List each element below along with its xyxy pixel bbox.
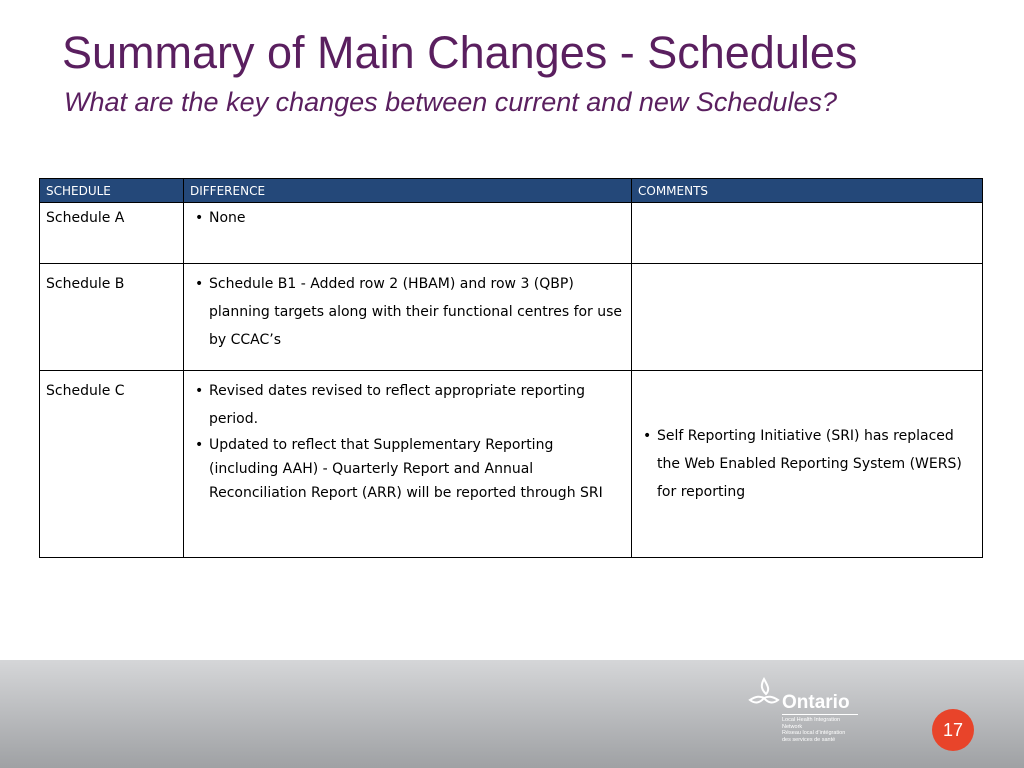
slide-subtitle: What are the key changes between current and new Schedules?: [64, 87, 837, 117]
header-schedule: SCHEDULE: [40, 179, 184, 203]
schedule-cell: Schedule C: [40, 371, 184, 558]
logo-line-1: Local Health Integration: [782, 717, 841, 723]
logo-line-2: Network: [782, 723, 803, 730]
comments-cell: [632, 371, 983, 558]
slide-title: Summary of Main Changes - Schedules: [62, 27, 858, 78]
difference-cell: [184, 264, 632, 371]
table-row: [40, 371, 983, 558]
header-comments: COMMENTS: [632, 179, 983, 203]
schedule-cell: Schedule A: [40, 203, 184, 264]
comments-cell: [632, 264, 983, 371]
schedule-cell: Schedule B: [40, 264, 184, 371]
logo-line-4: des services de santé: [782, 736, 836, 743]
comments-cell: [632, 203, 983, 264]
difference-item: • Revised dates revised to reflect appropriate reporting period.: [209, 377, 625, 433]
table-row: [40, 264, 983, 371]
schedule-changes-table: [39, 178, 983, 558]
trillium-icon: [746, 676, 782, 712]
page-number-badge: 17: [932, 709, 974, 751]
footer-band: [0, 660, 1024, 768]
table-header-row: [40, 179, 983, 203]
table-row: [40, 203, 983, 264]
logo-text: [782, 717, 872, 743]
logo-name: Ontario: [782, 692, 850, 713]
header-difference: DIFFERENCE: [184, 179, 632, 203]
difference-cell: [184, 371, 632, 558]
logo-divider: [782, 714, 858, 715]
difference-item: • Schedule B1 - Added row 2 (HBAM) and row 3 (QBP) planning targets along with their functional centres for use by CCAC’s: [209, 270, 625, 354]
difference-item: • None: [209, 209, 625, 227]
difference-item: • Updated to reflect that Supplementary Reporting (including AAH) - Quarterly Report and Annual Reconciliation Report (ARR) will be reported through SRI: [209, 433, 625, 505]
comment-item: • Self Reporting Initiative (SRI) has replaced the Web Enabled Reporting System (WERS) for reporting: [657, 422, 976, 506]
difference-cell: [184, 203, 632, 264]
logo-line-3: Réseau local d’intégration: [782, 730, 846, 736]
